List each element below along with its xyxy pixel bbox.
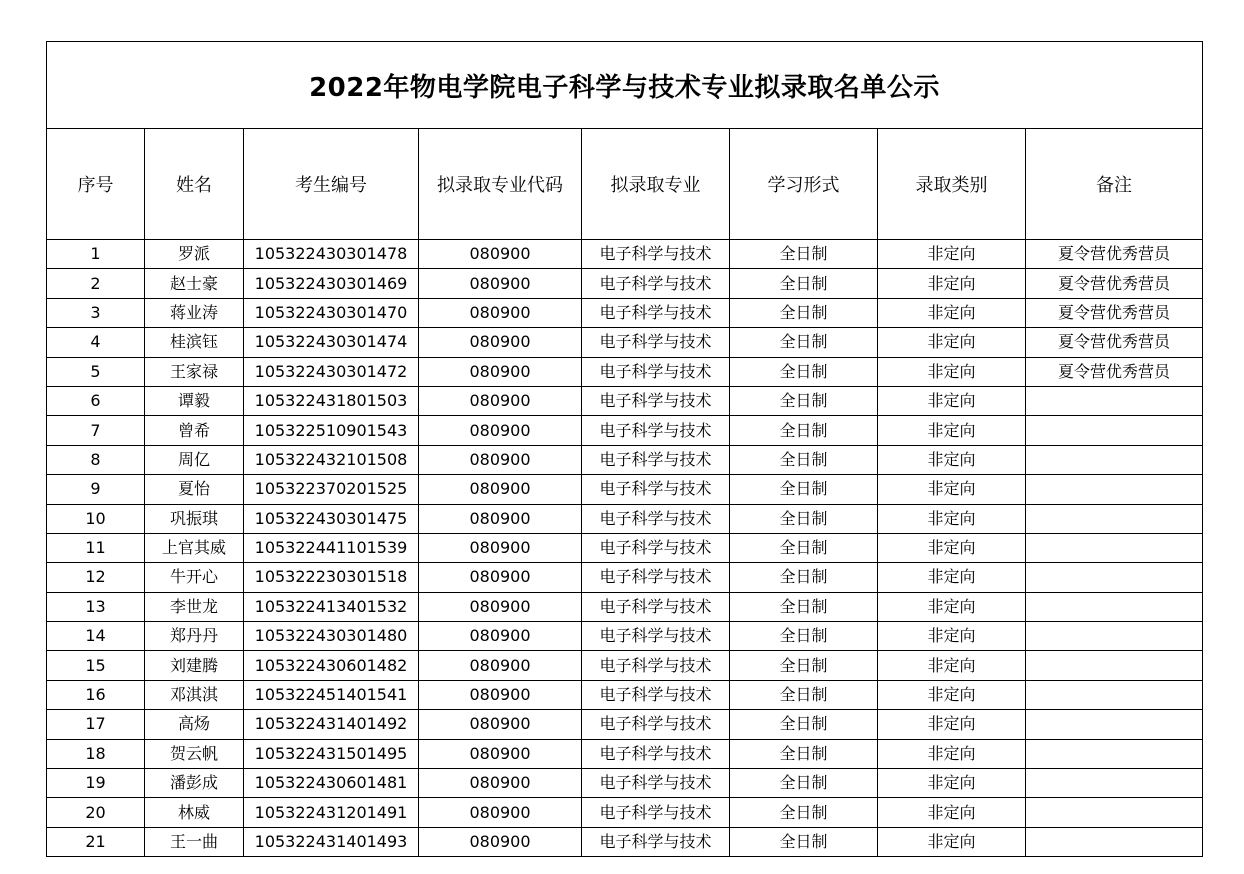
cell-major-code: 080900 [419, 680, 582, 709]
cell-name: 王一曲 [145, 827, 244, 856]
cell-index: 8 [47, 445, 145, 474]
cell-remarks [1026, 710, 1203, 739]
cell-major: 电子科学与技术 [582, 416, 730, 445]
cell-remarks [1026, 445, 1203, 474]
cell-admission-type: 非定向 [878, 563, 1026, 592]
cell-admission-type: 非定向 [878, 533, 1026, 562]
cell-index: 19 [47, 769, 145, 798]
cell-exam-id: 105322430301472 [244, 357, 419, 386]
cell-study-mode: 全日制 [730, 798, 878, 827]
table-row [47, 622, 1203, 651]
cell-name: 桂滨钰 [145, 328, 244, 357]
cell-exam-id: 105322431201491 [244, 798, 419, 827]
cell-major: 电子科学与技术 [582, 328, 730, 357]
cell-major-code: 080900 [419, 475, 582, 504]
header-study-mode: 学习形式 [730, 129, 878, 240]
cell-remarks [1026, 622, 1203, 651]
cell-index: 18 [47, 739, 145, 768]
cell-study-mode: 全日制 [730, 563, 878, 592]
cell-exam-id: 105322430301475 [244, 504, 419, 533]
cell-exam-id: 105322431801503 [244, 386, 419, 415]
cell-study-mode: 全日制 [730, 445, 878, 474]
header-remarks: 备注 [1026, 129, 1203, 240]
cell-major: 电子科学与技术 [582, 798, 730, 827]
cell-index: 16 [47, 680, 145, 709]
cell-name: 罗派 [145, 240, 244, 269]
header-index: 序号 [47, 129, 145, 240]
table-row [47, 592, 1203, 621]
cell-index: 11 [47, 533, 145, 562]
cell-exam-id: 105322451401541 [244, 680, 419, 709]
cell-admission-type: 非定向 [878, 328, 1026, 357]
cell-study-mode: 全日制 [730, 680, 878, 709]
cell-major: 电子科学与技术 [582, 298, 730, 327]
cell-index: 21 [47, 827, 145, 856]
header-admission-type: 录取类别 [878, 129, 1026, 240]
cell-name: 林威 [145, 798, 244, 827]
table-row [47, 386, 1203, 415]
table-row [47, 710, 1203, 739]
cell-study-mode: 全日制 [730, 622, 878, 651]
cell-exam-id: 105322510901543 [244, 416, 419, 445]
cell-name: 上官其威 [145, 533, 244, 562]
cell-admission-type: 非定向 [878, 416, 1026, 445]
cell-name: 贺云帆 [145, 739, 244, 768]
table-row [47, 563, 1203, 592]
cell-major: 电子科学与技术 [582, 269, 730, 298]
cell-remarks [1026, 651, 1203, 680]
cell-remarks [1026, 592, 1203, 621]
cell-remarks [1026, 827, 1203, 856]
cell-admission-type: 非定向 [878, 357, 1026, 386]
cell-major: 电子科学与技术 [582, 622, 730, 651]
cell-name: 蒋业涛 [145, 298, 244, 327]
cell-index: 6 [47, 386, 145, 415]
cell-index: 10 [47, 504, 145, 533]
cell-name: 谭毅 [145, 386, 244, 415]
cell-study-mode: 全日制 [730, 328, 878, 357]
cell-admission-type: 非定向 [878, 651, 1026, 680]
cell-remarks [1026, 769, 1203, 798]
cell-major-code: 080900 [419, 445, 582, 474]
cell-name: 王家禄 [145, 357, 244, 386]
cell-major: 电子科学与技术 [582, 827, 730, 856]
cell-exam-id: 105322230301518 [244, 563, 419, 592]
cell-index: 3 [47, 298, 145, 327]
table-row [47, 680, 1203, 709]
cell-major-code: 080900 [419, 563, 582, 592]
table-row [47, 475, 1203, 504]
cell-admission-type: 非定向 [878, 827, 1026, 856]
header-row [47, 129, 1203, 240]
cell-remarks [1026, 386, 1203, 415]
cell-study-mode: 全日制 [730, 269, 878, 298]
cell-remarks: 夏令营优秀营员 [1026, 298, 1203, 327]
cell-major: 电子科学与技术 [582, 563, 730, 592]
table-row [47, 240, 1203, 269]
cell-remarks [1026, 798, 1203, 827]
cell-major: 电子科学与技术 [582, 592, 730, 621]
cell-major-code: 080900 [419, 504, 582, 533]
cell-study-mode: 全日制 [730, 739, 878, 768]
header-name: 姓名 [145, 129, 244, 240]
cell-exam-id: 105322430301478 [244, 240, 419, 269]
cell-index: 14 [47, 622, 145, 651]
cell-major: 电子科学与技术 [582, 651, 730, 680]
cell-study-mode: 全日制 [730, 710, 878, 739]
cell-name: 李世龙 [145, 592, 244, 621]
cell-major: 电子科学与技术 [582, 445, 730, 474]
cell-major-code: 080900 [419, 269, 582, 298]
cell-study-mode: 全日制 [730, 504, 878, 533]
cell-major-code: 080900 [419, 622, 582, 651]
cell-major-code: 080900 [419, 798, 582, 827]
cell-remarks: 夏令营优秀营员 [1026, 328, 1203, 357]
admission-table [46, 41, 1203, 857]
table-row [47, 298, 1203, 327]
cell-major-code: 080900 [419, 357, 582, 386]
cell-exam-id: 105322431401493 [244, 827, 419, 856]
cell-major-code: 080900 [419, 386, 582, 415]
cell-admission-type: 非定向 [878, 298, 1026, 327]
cell-major: 电子科学与技术 [582, 475, 730, 504]
cell-name: 曾希 [145, 416, 244, 445]
cell-name: 巩振琪 [145, 504, 244, 533]
cell-major: 电子科学与技术 [582, 739, 730, 768]
cell-exam-id: 105322370201525 [244, 475, 419, 504]
cell-major-code: 080900 [419, 827, 582, 856]
cell-admission-type: 非定向 [878, 445, 1026, 474]
table-row [47, 798, 1203, 827]
cell-admission-type: 非定向 [878, 504, 1026, 533]
cell-name: 周亿 [145, 445, 244, 474]
cell-major: 电子科学与技术 [582, 769, 730, 798]
cell-major-code: 080900 [419, 416, 582, 445]
cell-exam-id: 105322430301470 [244, 298, 419, 327]
cell-admission-type: 非定向 [878, 798, 1026, 827]
cell-major-code: 080900 [419, 298, 582, 327]
cell-remarks [1026, 563, 1203, 592]
cell-index: 5 [47, 357, 145, 386]
cell-major-code: 080900 [419, 739, 582, 768]
cell-remarks [1026, 739, 1203, 768]
table-row [47, 739, 1203, 768]
cell-index: 1 [47, 240, 145, 269]
cell-remarks [1026, 533, 1203, 562]
cell-index: 4 [47, 328, 145, 357]
cell-exam-id: 105322430301480 [244, 622, 419, 651]
table-row [47, 769, 1203, 798]
cell-study-mode: 全日制 [730, 533, 878, 562]
cell-name: 邓淇淇 [145, 680, 244, 709]
cell-exam-id: 105322441101539 [244, 533, 419, 562]
cell-name: 刘建腾 [145, 651, 244, 680]
cell-study-mode: 全日制 [730, 827, 878, 856]
table-row [47, 533, 1203, 562]
cell-admission-type: 非定向 [878, 269, 1026, 298]
cell-remarks [1026, 504, 1203, 533]
cell-study-mode: 全日制 [730, 651, 878, 680]
cell-major: 电子科学与技术 [582, 680, 730, 709]
cell-index: 17 [47, 710, 145, 739]
cell-index: 7 [47, 416, 145, 445]
cell-index: 15 [47, 651, 145, 680]
table-row [47, 651, 1203, 680]
cell-admission-type: 非定向 [878, 769, 1026, 798]
cell-admission-type: 非定向 [878, 475, 1026, 504]
cell-name: 夏怡 [145, 475, 244, 504]
title-row [47, 42, 1203, 129]
header-major-code: 拟录取专业代码 [419, 129, 582, 240]
cell-remarks [1026, 475, 1203, 504]
cell-admission-type: 非定向 [878, 622, 1026, 651]
cell-exam-id: 105322430601482 [244, 651, 419, 680]
cell-major-code: 080900 [419, 533, 582, 562]
table-row [47, 328, 1203, 357]
cell-admission-type: 非定向 [878, 739, 1026, 768]
table-row [47, 357, 1203, 386]
cell-exam-id: 105322432101508 [244, 445, 419, 474]
cell-study-mode: 全日制 [730, 592, 878, 621]
cell-name: 高炀 [145, 710, 244, 739]
cell-remarks: 夏令营优秀营员 [1026, 269, 1203, 298]
cell-major: 电子科学与技术 [582, 240, 730, 269]
cell-major: 电子科学与技术 [582, 386, 730, 415]
cell-major: 电子科学与技术 [582, 504, 730, 533]
cell-study-mode: 全日制 [730, 240, 878, 269]
cell-admission-type: 非定向 [878, 592, 1026, 621]
cell-index: 13 [47, 592, 145, 621]
cell-major: 电子科学与技术 [582, 357, 730, 386]
cell-remarks [1026, 416, 1203, 445]
cell-major-code: 080900 [419, 651, 582, 680]
cell-exam-id: 105322430301469 [244, 269, 419, 298]
cell-major: 电子科学与技术 [582, 533, 730, 562]
cell-major-code: 080900 [419, 592, 582, 621]
table-row [47, 504, 1203, 533]
cell-remarks [1026, 680, 1203, 709]
cell-study-mode: 全日制 [730, 416, 878, 445]
cell-study-mode: 全日制 [730, 298, 878, 327]
cell-remarks: 夏令营优秀营员 [1026, 357, 1203, 386]
cell-study-mode: 全日制 [730, 386, 878, 415]
cell-index: 2 [47, 269, 145, 298]
page-title: 2022年物电学院电子科学与技术专业拟录取名单公示 [47, 42, 1203, 129]
cell-major-code: 080900 [419, 328, 582, 357]
cell-major-code: 080900 [419, 240, 582, 269]
cell-admission-type: 非定向 [878, 386, 1026, 415]
cell-major: 电子科学与技术 [582, 710, 730, 739]
cell-study-mode: 全日制 [730, 357, 878, 386]
cell-study-mode: 全日制 [730, 769, 878, 798]
table-row [47, 445, 1203, 474]
table-row [47, 827, 1203, 856]
cell-exam-id: 105322413401532 [244, 592, 419, 621]
cell-major-code: 080900 [419, 769, 582, 798]
cell-name: 赵士豪 [145, 269, 244, 298]
cell-name: 郑丹丹 [145, 622, 244, 651]
cell-index: 12 [47, 563, 145, 592]
cell-remarks: 夏令营优秀营员 [1026, 240, 1203, 269]
header-exam-id: 考生编号 [244, 129, 419, 240]
cell-study-mode: 全日制 [730, 475, 878, 504]
table-body [47, 240, 1203, 857]
cell-name: 牛开心 [145, 563, 244, 592]
cell-exam-id: 105322430301474 [244, 328, 419, 357]
cell-admission-type: 非定向 [878, 240, 1026, 269]
cell-exam-id: 105322431501495 [244, 739, 419, 768]
cell-exam-id: 105322431401492 [244, 710, 419, 739]
cell-index: 20 [47, 798, 145, 827]
header-major: 拟录取专业 [582, 129, 730, 240]
cell-index: 9 [47, 475, 145, 504]
cell-name: 潘彭成 [145, 769, 244, 798]
cell-admission-type: 非定向 [878, 710, 1026, 739]
cell-admission-type: 非定向 [878, 680, 1026, 709]
cell-exam-id: 105322430601481 [244, 769, 419, 798]
table-row [47, 416, 1203, 445]
table-row [47, 269, 1203, 298]
cell-major-code: 080900 [419, 710, 582, 739]
